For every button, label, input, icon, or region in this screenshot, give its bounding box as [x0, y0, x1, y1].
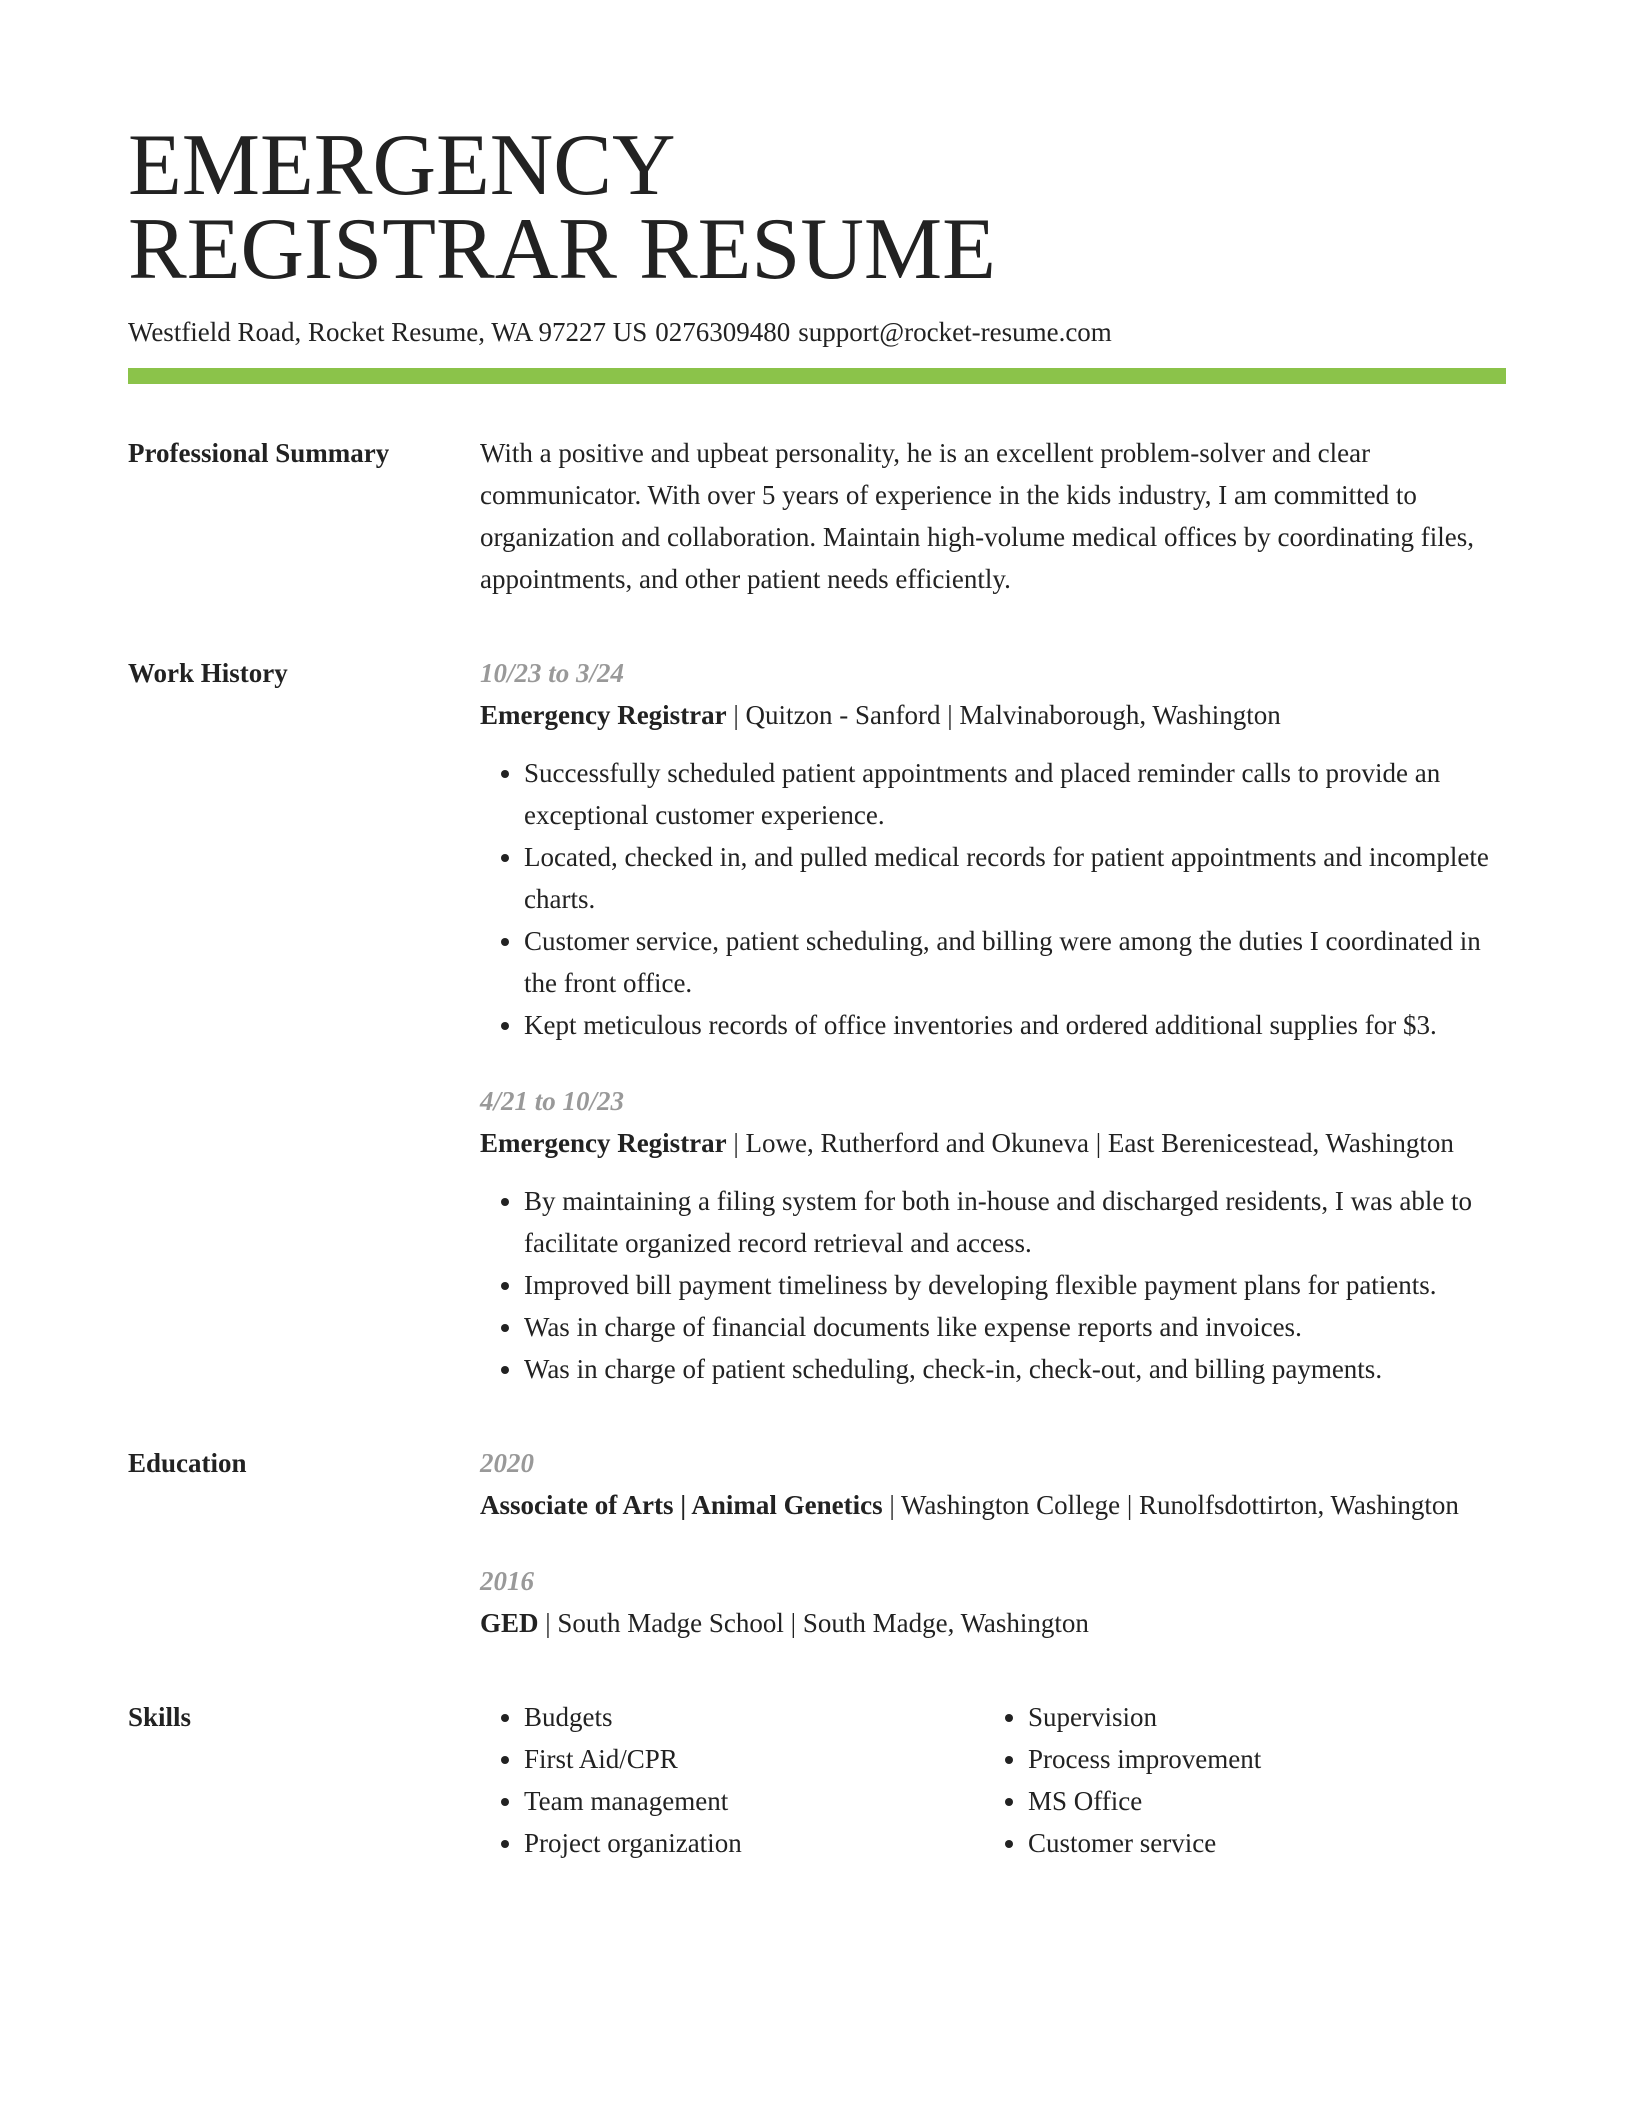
- contact-line: [128, 314, 1506, 350]
- skill-item: • Budgets: [524, 1696, 984, 1738]
- section-label-work: Work History: [128, 658, 288, 688]
- job-date: 4/21 to 10/23: [480, 1086, 625, 1116]
- job-bullet: • Was in charge of financial documents like expense reports and invoices.: [524, 1306, 1506, 1348]
- job-bullet: • Kept meticulous records of office inventories and ordered additional supplies for $3.: [524, 1004, 1506, 1046]
- job-bullet: • Improved bill payment timeliness by developing flexible payment plans for patients.: [524, 1264, 1506, 1306]
- title-line-1: EMERGENCY: [128, 117, 676, 214]
- job-bullet: • Customer service, patient scheduling, and billing were among the duties I coordinated in the front office.: [524, 920, 1506, 1004]
- education-entry: [480, 1560, 1506, 1644]
- contact-address: Westfield Road, Rocket Resume, WA 97227 US: [128, 317, 648, 347]
- skill-item: • Process improvement: [1028, 1738, 1488, 1780]
- job-bullet: • Located, checked in, and pulled medical records for patient appointments and incomplete charts.: [524, 836, 1506, 920]
- skills-section: [128, 1696, 1506, 1864]
- education-role: [480, 1602, 1506, 1644]
- contact-email: support@rocket-resume.com: [798, 317, 1112, 347]
- education-details: | South Madge School | South Madge, Washington: [538, 1608, 1089, 1638]
- job-bullet: • By maintaining a filing system for both in-house and discharged residents, I was able to facilitate organized record retrieval and access.: [524, 1180, 1506, 1264]
- accent-divider: [128, 368, 1506, 384]
- resume-title: [128, 117, 1506, 298]
- skill-item: • MS Office: [1028, 1780, 1488, 1822]
- work-history-body: [480, 652, 1506, 1390]
- job-date: 10/23 to 3/24: [480, 658, 625, 688]
- summary-section: [128, 432, 1506, 600]
- job-role: [480, 1122, 1506, 1164]
- education-degree: Associate of Arts | Animal Genetics: [480, 1490, 883, 1520]
- skill-item: • Customer service: [1028, 1822, 1488, 1864]
- education-section: [128, 1442, 1506, 1644]
- job-details: | Quitzon - Sanford | Malvinaborough, Washington: [726, 700, 1281, 730]
- education-role: [480, 1484, 1506, 1526]
- skill-item: • First Aid/CPR: [524, 1738, 984, 1780]
- job-title: Emergency Registrar: [480, 1128, 727, 1158]
- education-body: [480, 1442, 1506, 1644]
- summary-text: With a positive and upbeat personality, he is an excellent problem-solver and clear communicator. With over 5 years of experience in the kids industry, I am committed to organization and collaboration. Maintain high-volume medical offices by coordinating files, appointments, and other patient needs efficiently.: [480, 438, 1474, 594]
- skill-item: • Team management: [524, 1780, 984, 1822]
- section-label-summary: Professional Summary: [128, 438, 390, 468]
- education-date: 2016: [480, 1566, 534, 1596]
- education-entry: [480, 1442, 1506, 1526]
- skills-grid: [480, 1696, 1506, 1864]
- job-entry: [480, 1080, 1506, 1390]
- job-details: | Lowe, Rutherford and Okuneva | East Berenicestead, Washington: [726, 1128, 1454, 1158]
- education-details: | Washington College | Runolfsdottirton, Washington: [882, 1490, 1459, 1520]
- skill-item: • Project organization: [524, 1822, 984, 1864]
- skills-column-left: [480, 1696, 984, 1864]
- skills-body: [480, 1696, 1506, 1864]
- job-bullets: [480, 1180, 1506, 1390]
- job-role: [480, 694, 1506, 736]
- section-label-education: Education: [128, 1448, 247, 1478]
- contact-phone: 0276309480: [655, 317, 791, 347]
- work-history-section: [128, 652, 1506, 1390]
- resume-page: [128, 117, 1506, 1864]
- skill-item: • Supervision: [1028, 1696, 1488, 1738]
- section-label-skills: Skills: [128, 1702, 192, 1732]
- education-degree: GED: [480, 1608, 539, 1638]
- skills-column-right: [984, 1696, 1488, 1864]
- job-bullet: • Was in charge of patient scheduling, check-in, check-out, and billing payments.: [524, 1348, 1506, 1390]
- job-bullet: • Successfully scheduled patient appointments and placed reminder calls to provide an exceptional customer experience.: [524, 752, 1506, 836]
- title-line-2: REGISTRAR RESUME: [128, 201, 996, 298]
- job-title: Emergency Registrar: [480, 700, 727, 730]
- job-bullets: [480, 752, 1506, 1046]
- job-entry: [480, 652, 1506, 1046]
- summary-body: [480, 432, 1506, 600]
- education-date: 2020: [480, 1448, 534, 1478]
